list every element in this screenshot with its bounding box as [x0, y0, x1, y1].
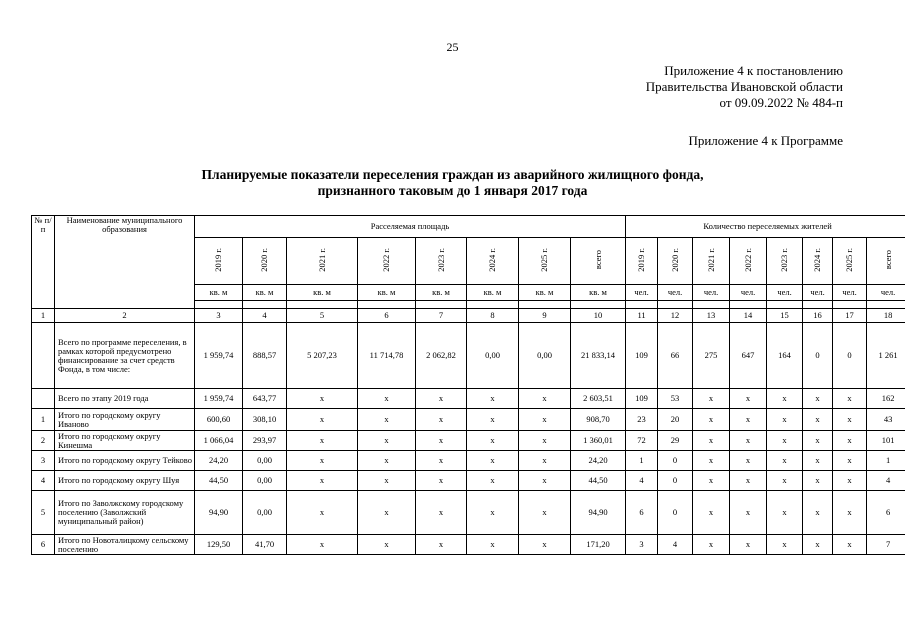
row-value: 4: [658, 535, 693, 555]
row-name: Итого по Заволжскому городскому поселению (Заволжский муниципальный район): [55, 491, 195, 535]
indicators-table: [31, 215, 905, 555]
row-value: х: [693, 431, 730, 451]
row-value: 0: [658, 471, 693, 491]
row-value: х: [730, 535, 767, 555]
row-no: [32, 323, 55, 389]
row-name: Итого по Новоталицкому сельскому поселению: [55, 535, 195, 555]
row-value: х: [833, 491, 867, 535]
year-label: всего: [882, 250, 893, 270]
row-value: 53: [658, 389, 693, 409]
row-no: 1: [32, 409, 55, 431]
row-value: х: [693, 535, 730, 555]
row-value: 0,00: [243, 471, 287, 491]
row-value: 1 261: [867, 323, 905, 389]
title-line: признанного таковым до 1 января 2017 года: [317, 183, 588, 198]
row-value: х: [803, 535, 833, 555]
row-value: 162: [867, 389, 905, 409]
row-value: 109: [626, 389, 658, 409]
row-value: х: [287, 451, 358, 471]
row-value: 20: [658, 409, 693, 431]
appendix-header: [646, 63, 843, 111]
row-value: 3: [626, 535, 658, 555]
spacer-cell: [693, 301, 730, 309]
unit-header: чел.: [833, 285, 867, 301]
unit-header: чел.: [626, 285, 658, 301]
column-number: 17: [833, 309, 867, 323]
row-value: 0,00: [467, 323, 519, 389]
table-row: [32, 323, 905, 389]
row-value: 23: [626, 409, 658, 431]
row-value: х: [416, 389, 467, 409]
row-no: 2: [32, 431, 55, 451]
row-value: 0,00: [243, 451, 287, 471]
row-value: 43: [867, 409, 905, 431]
row-value: х: [730, 491, 767, 535]
row-value: х: [519, 431, 571, 451]
row-value: 1 959,74: [195, 389, 243, 409]
row-name: Итого по городскому округу Кинешма: [55, 431, 195, 451]
year-label: 2023 г.: [779, 248, 790, 272]
row-value: х: [416, 431, 467, 451]
row-value: х: [287, 471, 358, 491]
spacer-cell: [416, 301, 467, 309]
unit-header: чел.: [658, 285, 693, 301]
spacer-cell: [867, 301, 905, 309]
row-value: х: [358, 389, 416, 409]
row-value: х: [767, 451, 803, 471]
page-number: 25: [446, 40, 459, 54]
row-value: х: [833, 389, 867, 409]
year-label: 2024 г.: [812, 248, 823, 272]
year-label: 2021 г.: [316, 248, 327, 272]
spacer-cell: [658, 301, 693, 309]
row-no: 5: [32, 491, 55, 535]
row-value: 171,20: [571, 535, 626, 555]
row-value: 0: [833, 323, 867, 389]
row-value: х: [833, 451, 867, 471]
unit-header: кв. м: [287, 285, 358, 301]
row-value: 1 360,01: [571, 431, 626, 451]
year-header: [416, 238, 467, 285]
year-label: 2020 г.: [259, 248, 269, 272]
spacer-cell: [519, 301, 571, 309]
unit-header: кв. м: [243, 285, 287, 301]
year-label: 2025 г.: [539, 248, 549, 272]
column-number: 13: [693, 309, 730, 323]
row-value: х: [416, 471, 467, 491]
table-row: [32, 491, 905, 535]
row-no: 4: [32, 471, 55, 491]
spacer-cell: [195, 301, 243, 309]
year-label: 2022 г.: [742, 248, 753, 272]
column-number: 5: [287, 309, 358, 323]
row-no: [32, 389, 55, 409]
row-value: х: [467, 431, 519, 451]
row-no: 6: [32, 535, 55, 555]
row-value: х: [416, 491, 467, 535]
year-header: [833, 238, 867, 285]
spacer-cell: [358, 301, 416, 309]
row-value: х: [467, 471, 519, 491]
year-header: [358, 238, 416, 285]
row-value: х: [803, 431, 833, 451]
row-value: 21 833,14: [571, 323, 626, 389]
appendix-program: Приложение 4 к Программе: [688, 133, 843, 148]
year-header: [467, 238, 519, 285]
row-value: 6: [867, 491, 905, 535]
year-header: [867, 238, 905, 285]
spacer-cell: [626, 301, 658, 309]
row-value: х: [287, 409, 358, 431]
row-value: х: [803, 409, 833, 431]
row-value: 0,00: [519, 323, 571, 389]
unit-header: чел.: [693, 285, 730, 301]
year-header: [693, 238, 730, 285]
row-value: х: [803, 491, 833, 535]
row-value: х: [358, 451, 416, 471]
year-header: [571, 238, 626, 285]
row-value: х: [693, 491, 730, 535]
spacer-cell: [803, 301, 833, 309]
year-label: 2019 г.: [636, 248, 647, 272]
unit-header: чел.: [730, 285, 767, 301]
row-value: 1 066,04: [195, 431, 243, 451]
row-value: 0: [803, 323, 833, 389]
year-header: [767, 238, 803, 285]
row-value: 7: [867, 535, 905, 555]
row-value: х: [416, 409, 467, 431]
row-value: 72: [626, 431, 658, 451]
appendix-line: от 09.09.2022 № 484-п: [719, 95, 843, 110]
row-value: х: [730, 471, 767, 491]
column-number: 10: [571, 309, 626, 323]
year-header: [519, 238, 571, 285]
document-title: [0, 167, 905, 199]
row-value: 94,90: [195, 491, 243, 535]
row-value: х: [416, 451, 467, 471]
year-label: 2023 г.: [435, 248, 446, 272]
row-value: х: [767, 535, 803, 555]
appendix-line: Правительства Ивановской области: [645, 79, 843, 94]
unit-header: кв. м: [358, 285, 416, 301]
row-value: х: [767, 409, 803, 431]
row-value: х: [730, 409, 767, 431]
unit-header: чел.: [803, 285, 833, 301]
row-value: х: [693, 451, 730, 471]
row-value: 24,20: [571, 451, 626, 471]
row-value: х: [803, 471, 833, 491]
row-value: х: [833, 431, 867, 451]
row-value: х: [803, 451, 833, 471]
row-value: 293,97: [243, 431, 287, 451]
row-value: 275: [693, 323, 730, 389]
row-value: х: [730, 451, 767, 471]
row-value: х: [730, 431, 767, 451]
row-value: 101: [867, 431, 905, 451]
unit-header: кв. м: [571, 285, 626, 301]
row-value: 129,50: [195, 535, 243, 555]
year-label: всего: [592, 250, 603, 270]
row-value: 41,70: [243, 535, 287, 555]
row-value: 11 714,78: [358, 323, 416, 389]
spacer-cell: [571, 301, 626, 309]
row-value: х: [519, 389, 571, 409]
unit-header: кв. м: [519, 285, 571, 301]
row-value: х: [693, 409, 730, 431]
row-value: 1 959,74: [195, 323, 243, 389]
row-value: 908,70: [571, 409, 626, 431]
column-number: 4: [243, 309, 287, 323]
unit-header: кв. м: [467, 285, 519, 301]
unit-header: чел.: [767, 285, 803, 301]
row-value: 647: [730, 323, 767, 389]
column-number: 18: [867, 309, 905, 323]
row-value: 1: [867, 451, 905, 471]
spacer-cell: [243, 301, 287, 309]
row-value: х: [730, 389, 767, 409]
row-value: 6: [626, 491, 658, 535]
spacer-cell: [833, 301, 867, 309]
row-value: х: [467, 389, 519, 409]
row-value: 643,77: [243, 389, 287, 409]
row-value: 4: [867, 471, 905, 491]
row-value: х: [693, 471, 730, 491]
row-value: 66: [658, 323, 693, 389]
year-label: 2022 г.: [381, 248, 391, 272]
row-value: 0,00: [243, 491, 287, 535]
column-number: 16: [803, 309, 833, 323]
row-value: 94,90: [571, 491, 626, 535]
row-value: х: [767, 471, 803, 491]
row-name: Итого по городскому округу Тейково: [55, 451, 195, 471]
row-value: х: [467, 451, 519, 471]
table-row: [32, 389, 905, 409]
table-row: [32, 535, 905, 555]
row-value: х: [519, 471, 571, 491]
row-value: х: [287, 535, 358, 555]
column-number: 12: [658, 309, 693, 323]
row-value: х: [358, 431, 416, 451]
spacer-cell: [767, 301, 803, 309]
row-value: х: [833, 409, 867, 431]
row-value: х: [467, 535, 519, 555]
row-name: Итого по городскому округу Шуя: [55, 471, 195, 491]
row-value: х: [416, 535, 467, 555]
column-number: 3: [195, 309, 243, 323]
row-value: х: [358, 471, 416, 491]
table-row: [32, 431, 905, 451]
row-value: х: [767, 431, 803, 451]
row-value: 0: [658, 451, 693, 471]
row-value: 2 603,51: [571, 389, 626, 409]
year-header: [243, 238, 287, 285]
year-header: [626, 238, 658, 285]
year-header: [730, 238, 767, 285]
row-value: х: [358, 535, 416, 555]
column-number: 2: [55, 309, 195, 323]
column-number: 15: [767, 309, 803, 323]
year-label: 2025 г.: [844, 248, 855, 272]
header-no: № п/п: [32, 216, 55, 309]
row-value: 109: [626, 323, 658, 389]
row-value: 24,20: [195, 451, 243, 471]
row-value: 888,57: [243, 323, 287, 389]
column-number: 11: [626, 309, 658, 323]
row-name: Всего по этапу 2019 года: [55, 389, 195, 409]
spacer-cell: [287, 301, 358, 309]
row-value: х: [467, 491, 519, 535]
row-value: х: [287, 389, 358, 409]
appendix-line: Приложение 4 к постановлению: [664, 63, 843, 78]
unit-header: чел.: [867, 285, 905, 301]
row-value: 1: [626, 451, 658, 471]
table-row: [32, 451, 905, 471]
row-value: х: [693, 389, 730, 409]
year-label: 2019 г.: [213, 248, 223, 272]
row-value: х: [287, 491, 358, 535]
row-value: х: [833, 535, 867, 555]
row-value: 5 207,23: [287, 323, 358, 389]
year-label: 2024 г.: [487, 248, 497, 272]
row-value: х: [519, 491, 571, 535]
row-value: х: [287, 431, 358, 451]
row-value: х: [358, 409, 416, 431]
year-label: 2020 г.: [669, 248, 680, 272]
row-value: х: [467, 409, 519, 431]
row-value: 44,50: [571, 471, 626, 491]
row-value: х: [519, 451, 571, 471]
header-name: Наименование муниципального образования: [55, 216, 195, 309]
spacer-cell: [730, 301, 767, 309]
row-no: 3: [32, 451, 55, 471]
row-value: х: [833, 471, 867, 491]
unit-header: кв. м: [416, 285, 467, 301]
row-value: 600,60: [195, 409, 243, 431]
spacer-cell: [467, 301, 519, 309]
row-name: Итого по городскому округу Иваново: [55, 409, 195, 431]
column-number: 7: [416, 309, 467, 323]
year-header: [658, 238, 693, 285]
year-header: [803, 238, 833, 285]
table-row: [32, 409, 905, 431]
column-number: 1: [32, 309, 55, 323]
year-label: 2021 г.: [705, 248, 716, 272]
column-number: 8: [467, 309, 519, 323]
row-value: х: [358, 491, 416, 535]
row-name: Всего по программе переселения, в рамках которой предусмотрено финансирование за счет средств Фонда, в том числе:: [55, 323, 195, 389]
column-number: 9: [519, 309, 571, 323]
row-value: 2 062,82: [416, 323, 467, 389]
row-value: 308,10: [243, 409, 287, 431]
title-line: Планируемые показатели переселения граждан из аварийного жилищного фонда,: [201, 167, 704, 182]
row-value: х: [803, 389, 833, 409]
header-area-group: Расселяемая площадь: [195, 216, 626, 238]
table-row: [32, 471, 905, 491]
header-people-group: Количество переселяемых жителей: [626, 216, 905, 238]
row-value: 4: [626, 471, 658, 491]
year-header: [287, 238, 358, 285]
row-value: 44,50: [195, 471, 243, 491]
column-number: 6: [358, 309, 416, 323]
row-value: х: [519, 409, 571, 431]
row-value: х: [519, 535, 571, 555]
column-number: 14: [730, 309, 767, 323]
year-header: [195, 238, 243, 285]
row-value: х: [767, 491, 803, 535]
unit-header: кв. м: [195, 285, 243, 301]
row-value: х: [767, 389, 803, 409]
row-value: 29: [658, 431, 693, 451]
row-value: 164: [767, 323, 803, 389]
row-value: 0: [658, 491, 693, 535]
